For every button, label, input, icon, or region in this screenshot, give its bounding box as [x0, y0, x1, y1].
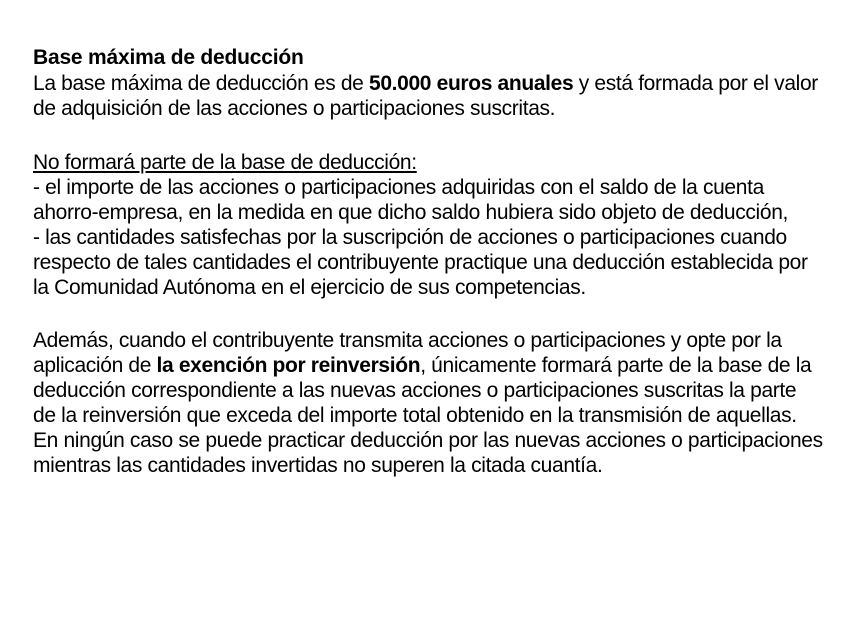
exclusions-paragraph	[33, 150, 823, 300]
paragraph-text: Además, cuando el contribuyente transmita acciones o participaciones y opte por la aplicación de	[33, 329, 782, 377]
paragraph-text: , únicamente formará parte de la base de la deducción correspondiente a las nuevas acciones o participaciones suscritas la parte de la reinversión que exceda del importe total obtenido en la transmisión de aquellas. En ningún caso se puede practicar deducción por las nuevas acciones o participaciones mientras las cantidades invertidas no superen la citada cuantía.	[33, 354, 823, 477]
paragraph-text: y está formada por el valor de adquisición de las acciones o participaciones suscritas.	[33, 72, 818, 120]
spacer	[33, 300, 823, 328]
exclusions-title: No formará parte de la base de deducción:	[33, 151, 417, 174]
section-heading: Base máxima de deducción	[33, 46, 304, 69]
bold-exencion: la exención por reinversión	[156, 354, 421, 377]
slide-content	[33, 44, 823, 478]
bold-amount: 50.000 euros anuales	[369, 72, 574, 95]
base-maxima-paragraph	[33, 71, 823, 121]
exclusion-item: - las cantidades satisfechas por la suscripción de acciones o participaciones cuando respecto de tales cantidades el contribuyente practique una deducción establecida por la Comunidad Autónoma en el ejercicio de sus competencias.	[33, 226, 808, 299]
reinversion-paragraph	[33, 328, 823, 478]
exclusion-item: - el importe de las acciones o participaciones adquiridas con el saldo de la cuenta ahorro-empresa, en la medida en que dicho saldo hubiera sido objeto de deducción,	[33, 176, 789, 224]
spacer	[33, 121, 823, 150]
paragraph-text: La base máxima de deducción es de	[33, 72, 369, 95]
